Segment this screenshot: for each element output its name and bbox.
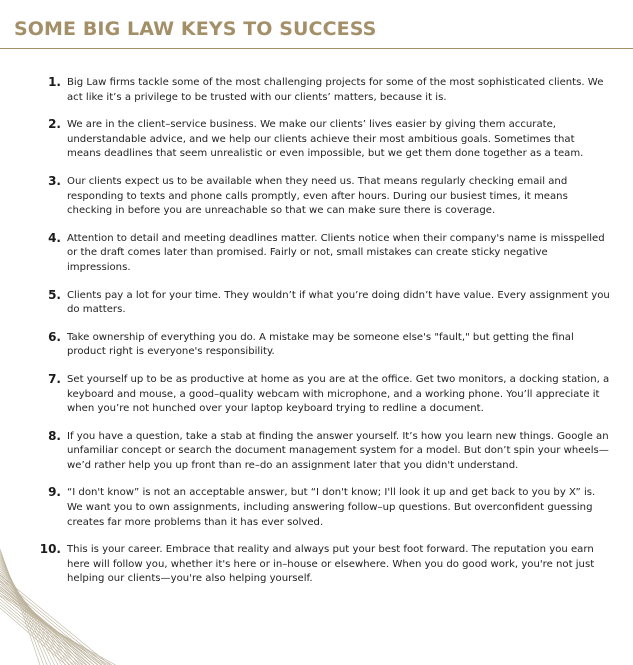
item-number: 4. <box>48 230 61 245</box>
item-text: If you have a question, take a stab at finding the answer yourself. It’s how you learn new things. Google an unfamiliar concept or search the document management system for a model. But don’t spin your wheels—we’d rather help you up front than re–do an assignment later that you didn't understand. <box>67 430 609 471</box>
list-item <box>0 430 633 474</box>
item-text: We are in the client–service business. We make our clients’ lives easier by giving them accurate, understandable advice, and we help our clients achieve their most ambitious goals. Sometimes that means deadlines that seem unrealistic or even impossible, but we get them done together as a team. <box>67 119 584 160</box>
decorative-line <box>0 590 90 665</box>
list-item <box>0 175 633 219</box>
title-divider <box>0 48 633 49</box>
page-title: SOME BIG LAW KEYS TO SUCCESS <box>14 18 377 40</box>
list-item <box>0 373 633 417</box>
item-text: “I don't know” is not an acceptable answer, but “I don't know; I'll look it up and get back to you by X” is. We want you to own assignments, including answering follow–up questions. But overconfident guessing creates far more problems than it has ever solved. <box>67 487 596 528</box>
list-item <box>0 232 633 276</box>
item-text: Take ownership of everything you do. A mistake may be someone else's "fault," but getting the final product right is everyone's responsibility. <box>67 331 574 358</box>
list-item <box>0 543 633 587</box>
item-number: 5. <box>48 287 61 302</box>
item-number: 6. <box>48 329 61 344</box>
list-item <box>0 76 633 105</box>
item-number: 1. <box>48 75 61 89</box>
item-number: 2. <box>48 117 61 132</box>
list-item <box>0 289 633 318</box>
item-number: 7. <box>48 371 61 386</box>
list-item <box>0 118 633 162</box>
item-text: Big Law firms tackle some of the most challenging projects for some of the most sophisticated clients. We act like it’s a privilege to be trusted with our clients’ matters, because it is. <box>67 77 604 103</box>
item-text: This is your career. Embrace that reality and always put your best foot forward. The reputation you earn here will follow you, whether it's here or in–house or elsewhere. When you do good work, you're not just helping our clients—you're also helping yourself. <box>67 544 595 585</box>
item-number: 8. <box>48 428 61 443</box>
page-header <box>0 0 633 52</box>
decorative-line <box>0 599 78 665</box>
item-number: 3. <box>48 173 61 188</box>
list-item <box>0 331 633 360</box>
item-text: Attention to detail and meeting deadlines matter. Clients notice when their company's name is misspelled or the draft comes later than promised. Fairly or not, small mistakes can create sticky negative impressions. <box>67 232 605 273</box>
keys-list <box>0 76 633 600</box>
item-text: Our clients expect us to be available when they need us. That means regularly checking email and responding to texts and phone calls promptly, even after hours. During our busiest times, it means checking in before you are unreachable so that we can make sure there is coverage. <box>67 175 568 217</box>
item-text: Set yourself up to be as productive at home as you are at the office. Get two monitors, a docking station, a keyboard and mouse, a good–quality webcam with microphone, and a working phone. You’ll appreciate it when you’re not hunched over your laptop keyboard trying to redline a document. <box>67 373 610 415</box>
list-item <box>0 486 633 530</box>
item-number: 10. <box>39 542 61 557</box>
item-number: 9. <box>48 485 61 500</box>
decorative-line <box>0 596 82 665</box>
item-text: Clients pay a lot for your time. They wouldn’t if what you’re doing didn’t have value. Every assignment you do matters. <box>67 289 610 316</box>
